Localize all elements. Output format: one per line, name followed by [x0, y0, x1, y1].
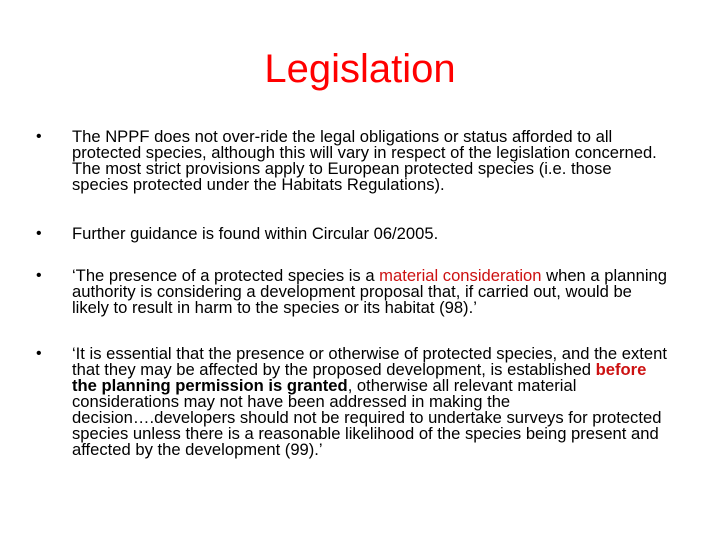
highlight-before: before — [595, 360, 647, 379]
bullet-text — [72, 226, 672, 242]
bullet-icon: • — [36, 225, 42, 242]
bullet-text-body: The NPPF does not over-ride the legal obligations or status afforded to all protected species, although this will vary in respect of the legislation concerned. The most strict provisions apply to European protected species (i.e. those species protected under the Habitats Regulations). — [72, 127, 657, 194]
bullet-text — [72, 346, 672, 458]
bullet-text — [72, 129, 672, 193]
bullet-icon: • — [36, 128, 42, 145]
bullet-text-part1: ‘It is essential that the presence or otherwise of protected species, and the extent that they may be affected by the proposed development, is established — [72, 344, 667, 379]
bullet-text-body: Further guidance is found within Circular 06/2005. — [72, 224, 439, 243]
bullet-text-part2: when a planning authority is considering a development proposal that, if carried out, would be likely to result in harm to the species or its habitat (98).’ — [72, 266, 667, 317]
highlight-material-consideration: material consideration — [379, 266, 542, 285]
highlight-planning-permission: the planning permission is granted — [72, 376, 348, 395]
bullet-text-part1: ‘The presence of a protected species is a — [72, 266, 380, 285]
slide-title: Legislation — [264, 47, 456, 91]
bullet-text-part2: , otherwise all relevant material considerations may not have been addressed in making the decision….developers should not be required to undertake surveys for protected species unless there is a reasonable likelihood of the species being present and affected by the development (99).’ — [72, 376, 662, 459]
bullet-icon: • — [36, 345, 42, 362]
bullet-icon: • — [36, 267, 42, 284]
bullet-text — [72, 268, 672, 316]
